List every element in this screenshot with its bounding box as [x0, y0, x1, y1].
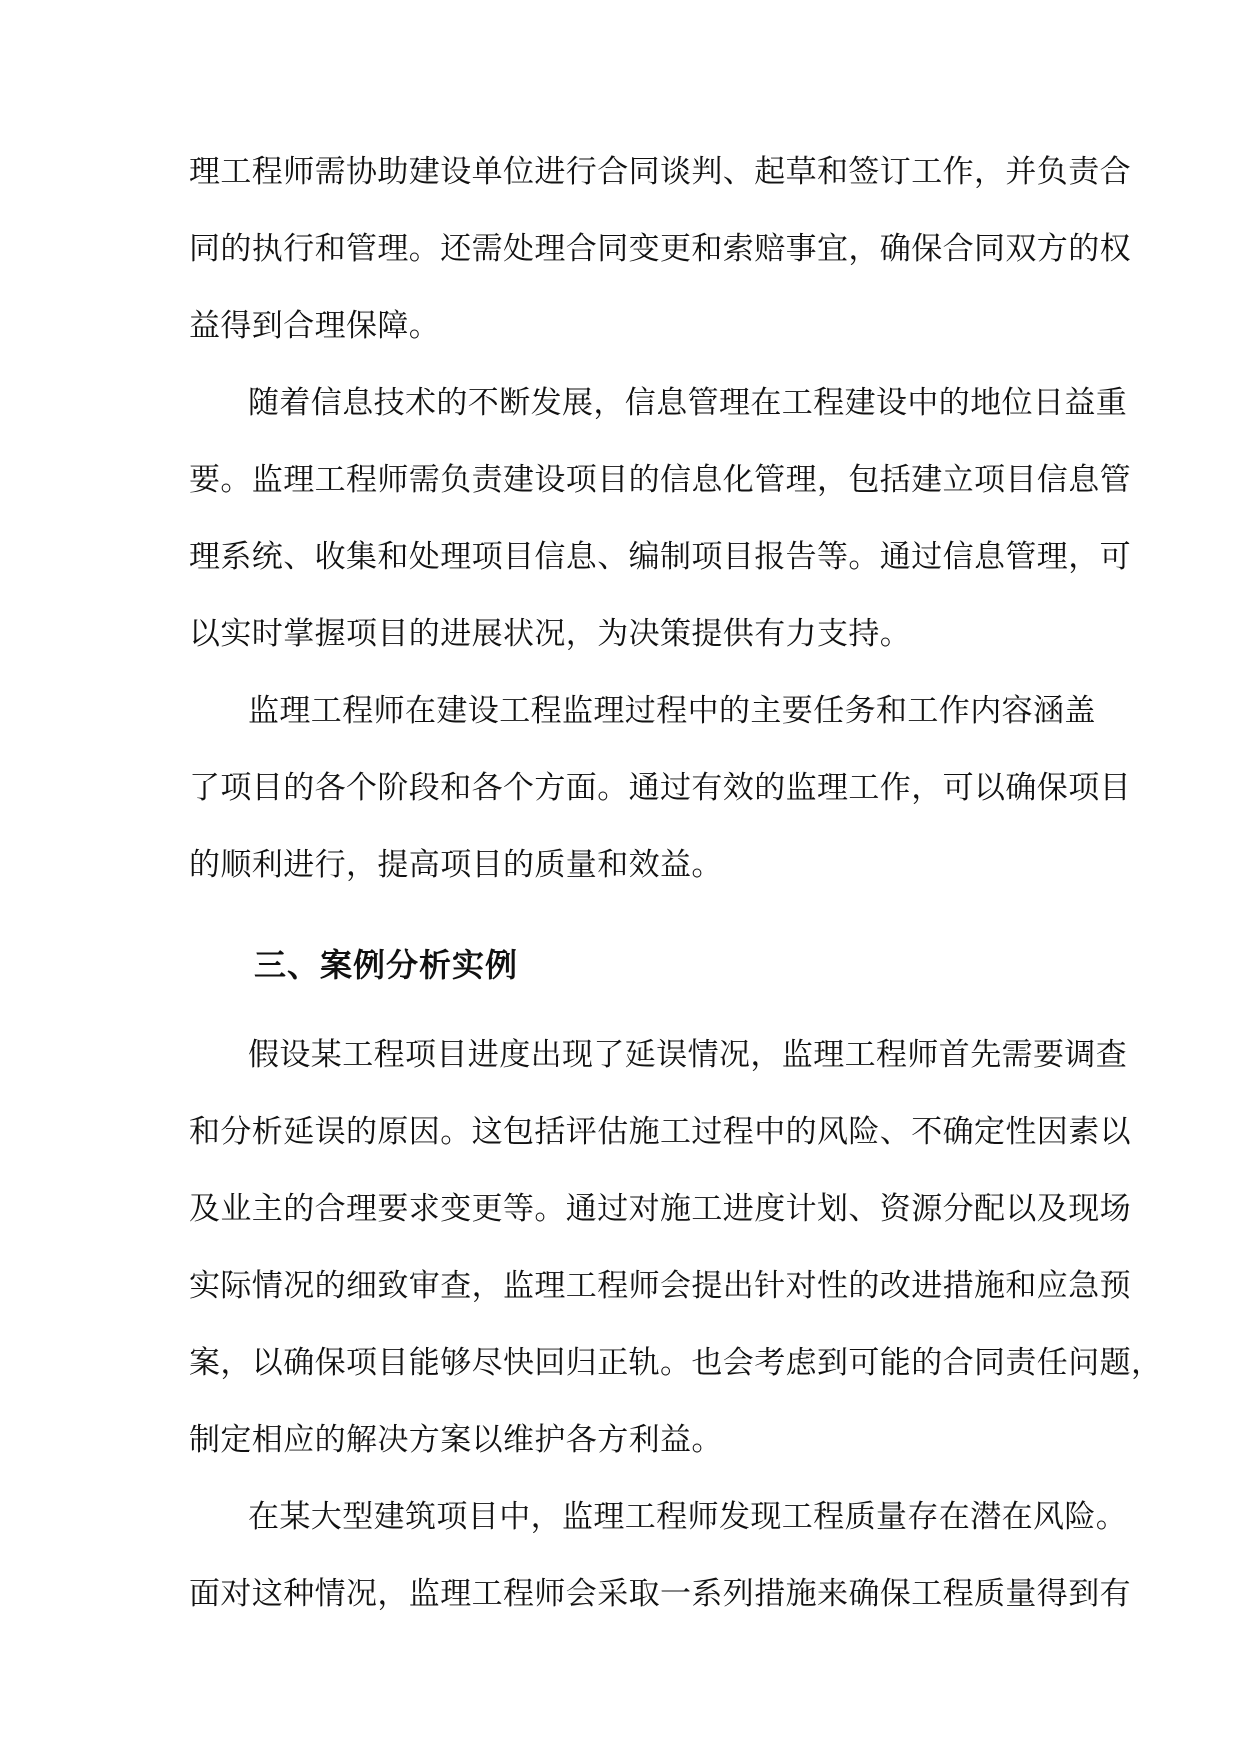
paragraph-3-line-3: 的顺利进行，提高项目的质量和效益。 [189, 847, 723, 883]
paragraph-3-line-1: 监理工程师在建设工程监理过程中的主要任务和工作内容涵盖 [248, 693, 1096, 729]
paragraph-1-line-3: 益得到合理保障。 [189, 308, 441, 344]
paragraph-3-line-2: 了项目的各个阶段和各个方面。通过有效的监理工作，可以确保项目 [189, 770, 1131, 806]
case-paragraph-1-line-1: 假设某工程项目进度出现了延误情况，监理工程师首先需要调查 [248, 1037, 1128, 1073]
paragraph-2-line-1: 随着信息技术的不断发展，信息管理在工程建设中的地位日益重 [248, 385, 1128, 421]
case-paragraph-2-line-1: 在某大型建筑项目中，监理工程师发现工程质量存在潜在风险。 [248, 1499, 1128, 1535]
paragraph-1-line-1: 理工程师需协助建设单位进行合同谈判、起草和签订工作，并负责合 [189, 154, 1131, 190]
case-paragraph-2-line-2: 面对这种情况，监理工程师会采取一系列措施来确保工程质量得到有 [189, 1576, 1131, 1612]
paragraph-2-line-4: 以实时掌握项目的进展状况，为决策提供有力支持。 [189, 616, 912, 652]
paragraph-2-line-2: 要。监理工程师需负责建设项目的信息化管理，包括建立项目信息管 [189, 462, 1131, 498]
case-paragraph-1-line-2: 和分析延误的原因。这包括评估施工过程中的风险、不确定性因素以 [189, 1114, 1131, 1150]
case-paragraph-1-line-3: 及业主的合理要求变更等。通过对施工进度计划、资源分配以及现场 [189, 1191, 1131, 1227]
section-heading: 三、案例分析实例 [254, 946, 519, 984]
case-paragraph-1-line-4: 实际情况的细致审查，监理工程师会提出针对性的改进措施和应急预 [189, 1268, 1131, 1304]
case-paragraph-1-line-5: 案，以确保项目能够尽快回归正轨。也会考虑到可能的合同责任问题， [189, 1345, 1163, 1381]
paragraph-1-line-2: 同的执行和管理。还需处理合同变更和索赔事宜，确保合同双方的权 [189, 231, 1131, 267]
case-paragraph-1-line-6: 制定相应的解决方案以维护各方利益。 [189, 1422, 723, 1458]
paragraph-2-line-3: 理系统、收集和处理项目信息、编制项目报告等。通过信息管理，可 [189, 539, 1131, 575]
